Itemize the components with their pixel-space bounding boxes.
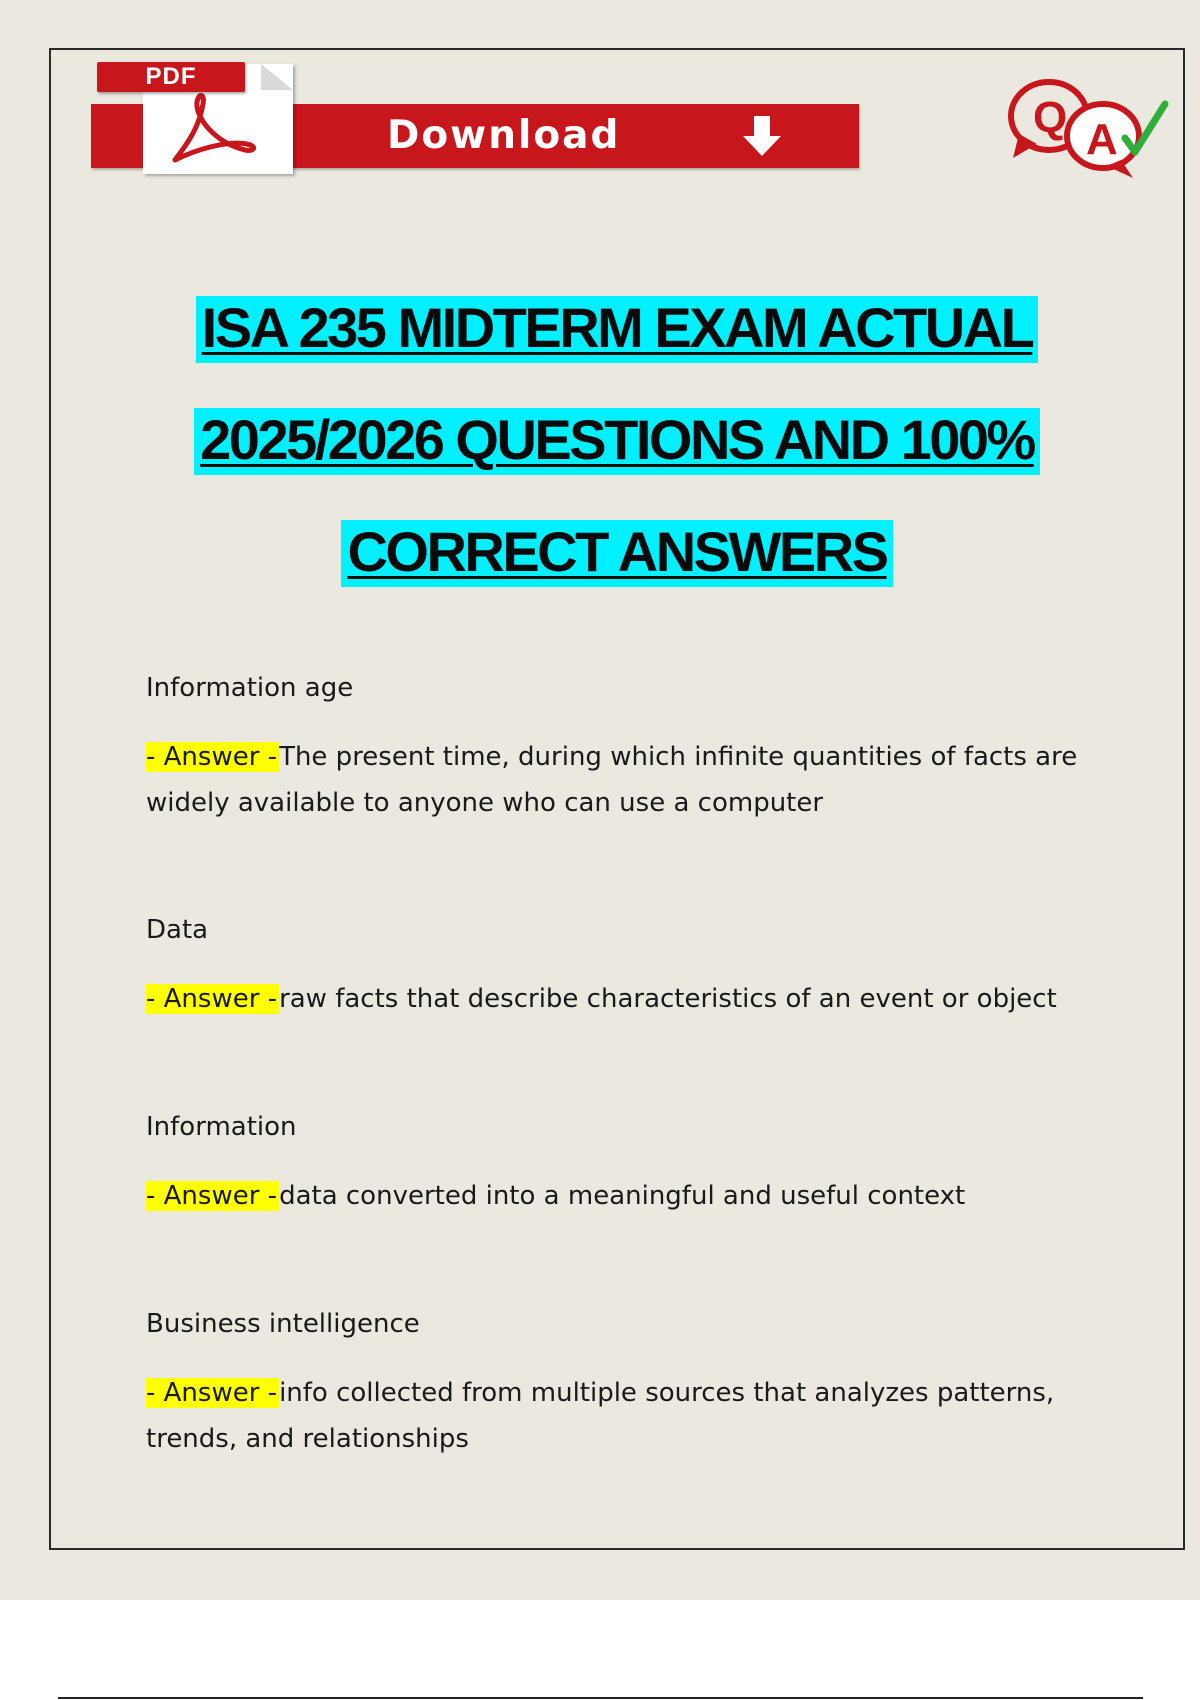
- answer-prefix-highlight: - Answer -: [146, 1181, 278, 1211]
- answer-prefix-highlight: - Answer -: [146, 1378, 278, 1408]
- qa-logo-icon: [1005, 74, 1175, 184]
- title-line-1: ISA 235 MIDTERM EXAM ACTUAL: [49, 290, 1185, 380]
- answer-prefix-highlight: - Answer -: [146, 742, 278, 772]
- qa-entry: [146, 910, 1106, 1022]
- qa-entry: [146, 1107, 1106, 1219]
- title-line-2: 2025/2026 QUESTIONS AND 100%: [49, 402, 1185, 492]
- title-line-3: CORRECT ANSWERS: [49, 514, 1185, 604]
- footer-divider: [58, 1697, 1143, 1699]
- download-button-label[interactable]: Download: [387, 113, 621, 158]
- question-term: Information age: [146, 673, 354, 703]
- answer-body: raw facts that describe characteristics of an event or object: [279, 984, 1057, 1014]
- answer-text: [146, 734, 1106, 826]
- answer-text: [146, 1173, 1106, 1219]
- qa-entry: [146, 668, 1106, 826]
- answer-body: info collected from multiple sources that analyzes patterns, trends, and relationships: [146, 1378, 1055, 1454]
- download-banner[interactable]: [91, 60, 861, 180]
- qa-entry: [146, 1304, 1106, 1462]
- logo-a-letter: A: [1086, 115, 1118, 164]
- down-arrow-icon[interactable]: [739, 114, 785, 160]
- answer-body: data converted into a meaningful and useful context: [279, 1181, 966, 1211]
- question-term: Data: [146, 915, 209, 945]
- logo-q-letter: Q: [1033, 93, 1068, 142]
- answer-text: [146, 1370, 1106, 1462]
- answer-text: [146, 976, 1106, 1022]
- question-term: Information: [146, 1112, 297, 1142]
- document-title: [49, 290, 1185, 626]
- answer-body: The present time, during which infinite quantities of facts are widely available to anyone who can use a computer: [146, 742, 1078, 818]
- answer-prefix-highlight: - Answer -: [146, 984, 278, 1014]
- question-term: Business intelligence: [146, 1309, 420, 1339]
- pdf-tab-label: PDF: [97, 62, 245, 92]
